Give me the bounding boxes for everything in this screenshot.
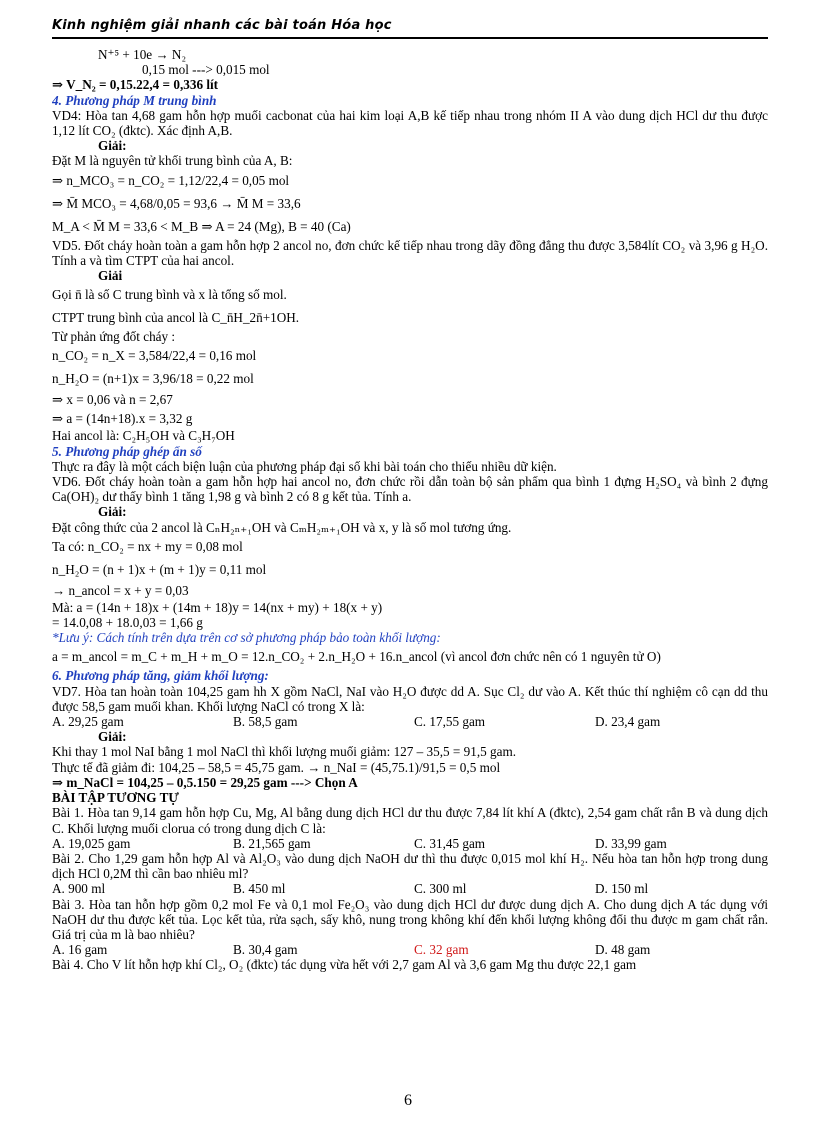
lines-line-15: n_CO₂ = n_X = 3,584/22,4 = 0,16 mol xyxy=(52,348,257,364)
option-c: C. 17,55 gam xyxy=(414,714,486,730)
lines-line-11: Giải xyxy=(98,268,123,284)
lines-line-29: = 14.0,08 + 18.0,03 = 1,66 g xyxy=(52,615,203,631)
lines-line-33: VD7. Hòa tan hoàn toàn 104,25 gam hh X gồm NaCl, NaI vào H₂O được dd A. Sục Cl₂ dư vào A. Kết thúc thí nghiệm cô cạn dd thu được 58,5 gam muối khan. Khối lượng NaCl có trong X là: xyxy=(52,683,768,714)
bai1-options xyxy=(52,836,768,851)
lines-line-1: 0,15 mol ---> 0,015 mol xyxy=(142,62,270,78)
lines-line-16: n_H₂O = (n+1)x = 3,96/18 = 0,22 mol xyxy=(52,371,254,387)
option-c: C. 300 ml xyxy=(414,881,467,897)
lines-line-24: Đặt công thức của 2 ancol là CₙH₂ₙ₊₁OH và CₘH₂ₘ₊₁OH và x, y là số mol tương ứng. xyxy=(52,519,512,535)
bai2-question: Bài 2. Cho 1,29 gam hỗn hợp Al và Al₂O₃ vào dung dịch NaOH dư thì thu được 0,015 mol khí H₂. Nếu hòa tan hỗn hợp trong dung dịch HCl 0,2M thì cần bao nhiêu ml? xyxy=(52,850,768,882)
option-a: A. 29,25 gam xyxy=(52,714,124,730)
lines2-line-1: Khi thay 1 mol NaI bằng 1 mol NaCl thì khối lượng muối giảm: 127 – 35,5 = 91,5 gam. xyxy=(52,744,517,760)
bai3-options xyxy=(52,942,768,957)
option-d: D. 150 ml xyxy=(595,881,649,897)
lines-line-22: VD6. Đốt cháy hoàn toàn a gam hỗn hợp hai ancol no, đơn chức rồi dẫn toàn bộ sản phẩm qua bình 1 đựng H₂SO₄ và bình 2 đựng Ca(OH)₂ dư thấy bình 1 tăng 1,98 g và bình 2 có 8 g kết tủa. Tính a. xyxy=(52,474,768,505)
lines2-line-4: BÀI TẬP TƯƠNG TỰ xyxy=(52,790,179,806)
option-b: B. 21,565 gam xyxy=(233,835,311,851)
lines2-line-0: Giải: xyxy=(98,729,127,745)
lines-line-30: *Lưu ý: Cách tính trên dựa trên cơ sở phương pháp bảo toàn khối lượng: xyxy=(52,630,441,646)
bai3-question: Bài 3. Hòa tan hỗn hợp gồm 0,2 mol Fe và 0,1 mol Fe₂O₃ vào dung dịch HCl dư được dung dịch A. Cho dung dịch A tác dụng với NaOH dư thu được kết tủa. Lọc kết tủa, rửa sạch, sấy khô, nung trong không khí đến khối lượng không đổi thu được m gam chất rắn. Giá trị của m là bao nhiêu? xyxy=(52,896,768,942)
page-number: 6 xyxy=(404,1092,412,1109)
option-b: B. 450 ml xyxy=(233,881,286,897)
lines-line-26: n_H₂O = (n + 1)x + (m + 1)y = 0,11 mol xyxy=(52,561,267,577)
option-c: C. 31,45 gam xyxy=(414,835,486,851)
text-block-1 xyxy=(52,47,768,714)
lines-line-27: → n_ancol = x + y = 0,03 xyxy=(52,582,189,598)
document-page xyxy=(52,18,768,973)
lines-line-3: 4. Phương pháp M trung bình xyxy=(52,92,217,108)
lines-line-12: Gọi n̄ là số C trung bình và x là tổng số mol. xyxy=(52,287,287,303)
lines-line-19: Hai ancol là: C₂H₅OH và C₃H₇OH xyxy=(52,428,235,444)
lines-line-25: Ta có: n_CO₂ = nx + my = 0,08 mol xyxy=(52,538,243,554)
lines-line-0: N⁺⁵ + 10e → N₂ xyxy=(98,47,187,62)
bai4-question: Bài 4. Cho V lít hỗn hợp khí Cl₂, O₂ (đktc) tác dụng vừa hết với 2,7 gam Al và 3,6 gam Mg thu được 22,1 gam xyxy=(52,957,637,973)
option-d: D. 48 gam xyxy=(595,942,651,958)
lines-line-32: 6. Phương pháp tăng, giảm khối lượng: xyxy=(52,668,269,684)
lines-line-28: Mà: a = (14n + 18)x + (14m + 18)y = 14(nx + my) + 18(x + y) xyxy=(52,599,383,615)
lines-line-2: ⇒ V_N₂ = 0,15.22,4 = 0,336 lít xyxy=(52,77,219,93)
option-d: D. 23,4 gam xyxy=(595,714,661,730)
vd7-options xyxy=(52,714,768,729)
lines-line-13: CTPT trung bình của ancol là C_n̄H_2n̄+1OH. xyxy=(52,310,300,326)
lines-line-10: VD5. Đốt cháy hoàn toàn a gam hỗn hợp 2 ancol no, đơn chức kế tiếp nhau trong dãy đồng đẳng thu được 3,584lít CO₂ và 3,96 g H₂O. Tính a và tìm CTPT của hai ancol. xyxy=(52,237,768,268)
text-block-2 xyxy=(52,729,768,835)
lines-line-31: a = m_ancol = m_C + m_H + m_O = 12.n_CO₂ + 2.n_H₂O + 16.n_ancol (vì ancol đơn chức nên có 1 nguyên tử O) xyxy=(52,649,661,665)
lines-line-14: Từ phản ứng đốt cháy : xyxy=(52,329,176,345)
option-d: D. 33,99 gam xyxy=(595,835,667,851)
bai2-options xyxy=(52,881,768,896)
option-a: A. 19,025 gam xyxy=(52,835,131,851)
lines-line-4: VD4: Hòa tan 4,68 gam hỗn hợp muối cacbonat của hai kim loại A,B kế tiếp nhau trong nhóm II A vào dung dịch HCl dư thu được 1,12 lít CO₂ (đktc). Xác định A,B. xyxy=(52,107,768,139)
lines-line-21: Thực ra đây là một cách biện luận của phương pháp đại số khi bài toán cho thiếu nhiều dữ kiện. xyxy=(52,458,557,474)
option-b: B. 58,5 gam xyxy=(233,714,298,730)
lines-line-7: ⇒ n_MCO₃ = n_CO₂ = 1,12/22,4 = 0,05 mol xyxy=(52,172,290,188)
option-a: A. 16 gam xyxy=(52,942,108,958)
lines-line-20: 5. Phương pháp ghép ẩn số xyxy=(52,443,202,459)
option-c-highlighted: C. 32 gam xyxy=(414,942,469,958)
option-a: A. 900 ml xyxy=(52,881,106,897)
lines-line-23: Giải: xyxy=(98,504,127,520)
lines-line-18: ⇒ a = (14n+18).x = 3,32 g xyxy=(52,411,193,427)
lines2-line-5: Bài 1. Hòa tan 9,14 gam hỗn hợp Cu, Mg, Al bằng dung dịch HCl dư thu được 7,84 lít khí A (đktc), 2,54 gam chất rắn B và dung dịch C. Khối lượng muối clorua có trong dung dịch C là: xyxy=(52,805,768,836)
lines-line-17: ⇒ x = 0,06 và n = 2,67 xyxy=(52,392,173,408)
lines-line-6: Đặt M là nguyên tử khối trung bình của A, B: xyxy=(52,153,293,169)
running-header: Kinh nghiệm giải nhanh các bài toán Hóa học xyxy=(52,18,768,39)
content-body xyxy=(52,47,768,973)
lines-line-9: M_A < M̄ M = 33,6 < M_B ⇒ A = 24 (Mg), B = 40 (Ca) xyxy=(52,218,351,234)
lines-line-5: Giải: xyxy=(98,138,127,154)
lines2-line-3: ⇒ m_NaCl = 104,25 – 0,5.150 = 29,25 gam ---> Chọn A xyxy=(52,774,358,790)
lines2-line-2: Thực tế đã giảm đi: 104,25 – 58,5 = 45,75 gam. → n_NaI = (45,75.1)/91,5 = 0,5 mol xyxy=(52,759,501,775)
option-b: B. 30,4 gam xyxy=(233,942,298,958)
lines-line-8: ⇒ M̄ MCO₃ = 4,68/0,05 = 93,6 → M̄ M = 33,6 xyxy=(52,195,301,211)
